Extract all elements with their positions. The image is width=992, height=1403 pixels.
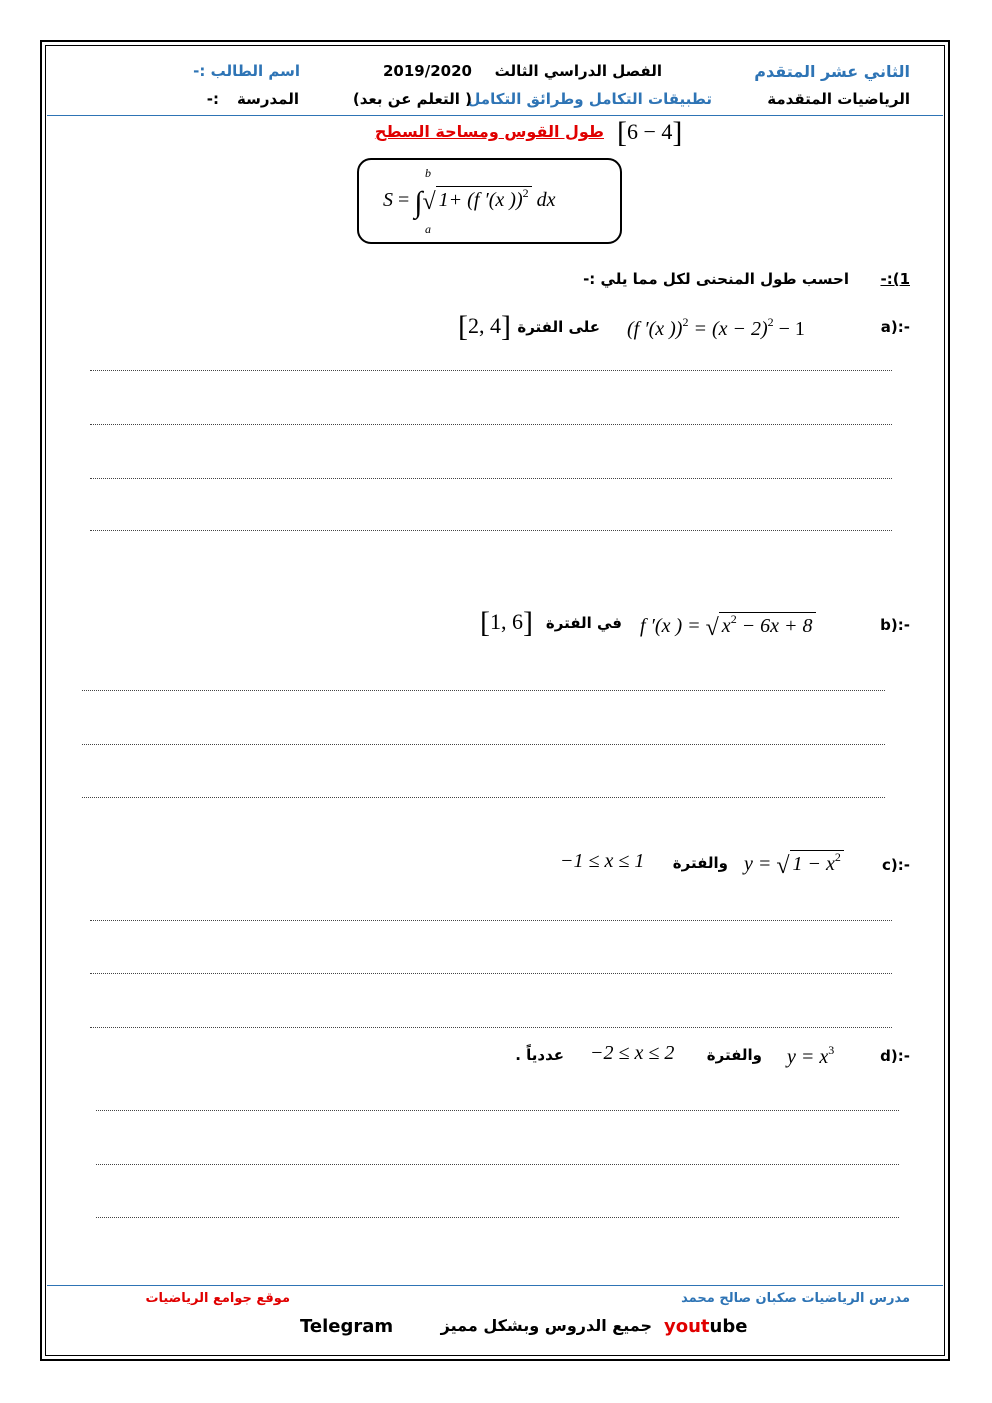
item-b-interval-text: 1, 6 <box>490 609 523 634</box>
item-c-func: y = <box>744 853 777 875</box>
site-credit: موقع جوامع الرياضيات <box>145 1291 290 1306</box>
item-c-interval: −1 ≤ x ≤ 1 <box>560 850 645 872</box>
school-label: المدرسة <box>237 90 299 108</box>
answer-line <box>90 1027 892 1028</box>
formula-lhs: S <box>383 189 393 211</box>
subject-label: الرياضيات المتقدمة <box>767 90 910 108</box>
item-d-func-power: 3 <box>828 1043 835 1057</box>
question-text: احسب طول المنحنى لكل مما يلي :- <box>583 270 849 288</box>
teacher-credit: مدرس الرياضيات صكبان صالح محمد <box>681 1291 910 1306</box>
item-d-note: عددياً . <box>515 1046 564 1064</box>
arc-length-formula: S = ∫√ 1+ (f ′(x ))$^2$ dx <box>383 186 556 219</box>
answer-line <box>96 1110 899 1111</box>
item-a-func: (f ′(x )) <box>627 318 683 340</box>
answer-line <box>82 690 885 691</box>
item-b-rad-tail: − 6x + 8 <box>736 615 813 637</box>
item-d-label: d):- <box>880 1047 910 1065</box>
answer-line <box>96 1217 899 1218</box>
item-a-interval: [2, 4] <box>458 310 511 343</box>
formula-integrand: 1+ (f ′(x )) <box>438 189 523 211</box>
item-a-func-power: 2 <box>682 315 689 329</box>
item-c-radicand: 1 − x <box>792 853 835 875</box>
footer-divider <box>47 1285 943 1286</box>
answer-line <box>90 973 892 974</box>
item-d-func: y = x <box>787 1046 829 1068</box>
item-d-function <box>787 1043 834 1069</box>
lesson-number-text: 6 − 4 <box>627 119 673 144</box>
answer-line <box>82 744 885 745</box>
item-d-interval: −2 ≤ x ≤ 2 <box>590 1042 675 1064</box>
lesson-number: [6 − 4] <box>617 116 683 149</box>
item-d-interval-word: والفترة <box>706 1046 762 1064</box>
integral-lower-limit: a <box>425 222 431 236</box>
lesson-title: طول القوس ومساحة السطح <box>374 122 604 141</box>
item-c-rad-power: 2 <box>834 850 841 864</box>
item-a-rhs: = (x − 2) <box>688 318 768 340</box>
grade-label: الثاني عشر المتقدم <box>754 62 910 81</box>
item-c-interval-word: والفترة <box>672 854 728 872</box>
item-c-function <box>744 850 844 880</box>
item-b-radical: √ $x^2 - 6x + 8$ <box>706 612 816 642</box>
item-a-function <box>627 315 805 341</box>
answer-line <box>90 530 892 531</box>
integral-sign: ∫ <box>414 186 423 219</box>
item-b-function <box>640 612 816 642</box>
item-b-radicand: x <box>721 615 731 637</box>
unit-title: تطبيقات التكامل وطرائق التكامل <box>467 90 712 108</box>
answer-line <box>90 370 892 371</box>
item-b-interval: [1, 6] <box>480 606 533 639</box>
header-divider <box>47 115 943 116</box>
student-name-label: اسم الطالب :- <box>193 62 300 80</box>
item-b-interval-word: في الفترة <box>545 614 622 632</box>
year-label: 2019/2020 <box>383 62 472 80</box>
formula-radical: √ 1+ (f ′(x ))$^2$ <box>423 186 532 216</box>
item-a-interval-word: على الفترة <box>517 318 600 336</box>
answer-line <box>90 424 892 425</box>
formula-power: 2 <box>522 186 529 200</box>
item-c-radical: √ $1 - x^2$ <box>776 850 844 880</box>
remote-learning-label: ( التعلم عن بعد) <box>352 90 472 108</box>
item-a-label: a):- <box>880 318 910 336</box>
item-b-func: f ′(x ) = <box>640 615 706 637</box>
youtube-red: yout <box>664 1316 710 1337</box>
youtube-label <box>664 1316 747 1337</box>
item-b-rad-power: 2 <box>730 612 737 626</box>
formula-dx: dx <box>536 189 556 211</box>
item-a-interval-text: 2, 4 <box>468 313 501 338</box>
integral-upper-limit: b <box>425 166 431 180</box>
answer-line <box>90 920 892 921</box>
semester-label: الفصل الدراسي الثالث <box>494 62 662 80</box>
answer-line <box>82 797 885 798</box>
item-a-rhs-tail: − 1 <box>773 318 805 340</box>
youtube-black: ube <box>709 1316 748 1337</box>
answer-line <box>96 1164 899 1165</box>
school-colon: :- <box>206 90 219 108</box>
answer-line <box>90 478 892 479</box>
item-c-label: c):- <box>882 856 910 874</box>
lessons-label: جميع الدروس وبشكل مميز <box>440 1316 652 1335</box>
item-b-label: b):- <box>880 616 910 634</box>
telegram-label: Telegram <box>300 1316 394 1337</box>
item-a-rhs-power: 2 <box>767 315 774 329</box>
question-number: 1):- <box>880 270 910 288</box>
